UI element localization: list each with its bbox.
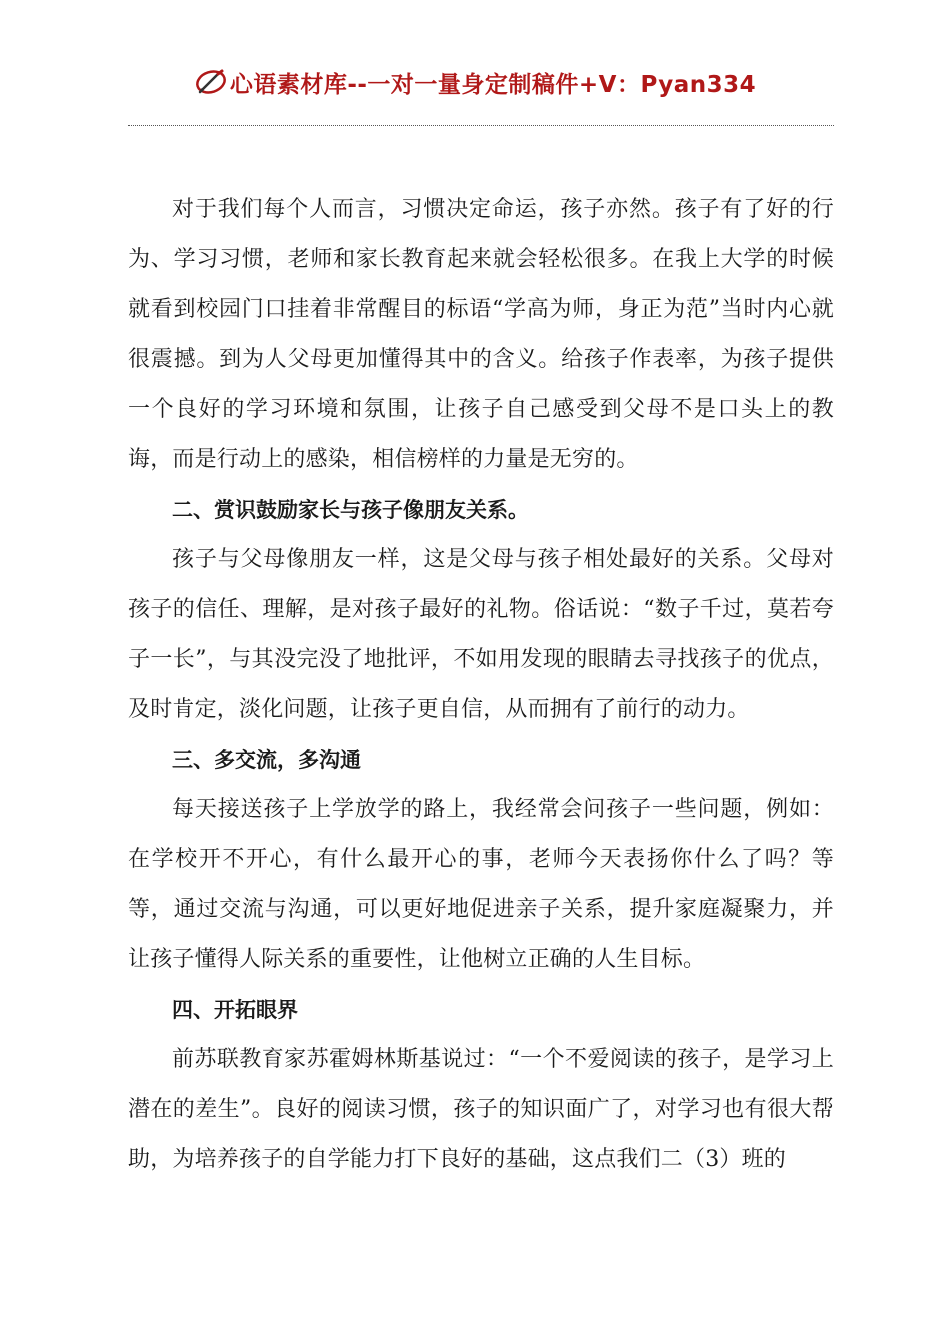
body-paragraph: 每天接送孩子上学放学的路上，我经常会问孩子一些问题，例如：在学校开不开心，有什么最开心的事，老师今天表扬你什么了吗？等等，通过交流与沟通，可以更好地促进亲子关系，提升家庭凝聚力，并让孩子懂得人际关系的重要性，让他树立正确的人生目标。 (128, 797, 834, 972)
header-title: 心语素材库--一对一量身定制稿件+V：Pyan334 (229, 71, 757, 98)
header-divider (128, 125, 834, 126)
section-heading: 二、赏识鼓励家长与孩子像朋友关系。 (172, 498, 529, 522)
section-heading: 三、多交流，多沟通 (172, 748, 361, 772)
page-header (0, 62, 950, 102)
body-paragraph: 孩子与父母像朋友一样，这是父母与孩子相处最好的关系。父母对孩子的信任、理解，是对孩子最好的礼物。俗话说：“数子千过，莫若夸子一长”，与其没完没了地批评，不如用发现的眼睛去寻找孩子的优点，及时肯定，淡化问题，让孩子更自信，从而拥有了前行的动力。 (128, 547, 834, 722)
pen-swirl-logo-icon (194, 66, 230, 98)
section-heading: 四、开拓眼界 (172, 998, 298, 1022)
body-paragraph: 对于我们每个人而言，习惯决定命运，孩子亦然。孩子有了好的行为、学习习惯，老师和家长教育起来就会轻松很多。在我上大学的时候就看到校园门口挂着非常醒目的标语“学高为师，身正为范”当时内心就很震撼。到为人父母更加懂得其中的含义。给孩子作表率，为孩子提供一个良好的学习环境和氛围，让孩子自己感受到父母不是口头上的教诲，而是行动上的感染，相信榜样的力量是无穷的。 (128, 197, 834, 472)
document-body (128, 185, 834, 1185)
header-inner (194, 66, 756, 99)
body-paragraph: 前苏联教育家苏霍姆林斯基说过：“一个不爱阅读的孩子，是学习上潜在的差生”。良好的阅读习惯，孩子的知识面广了，对学习也有很大帮助，为培养孩子的自学能力打下良好的基础，这点我们二（3）班的 (128, 1047, 834, 1172)
